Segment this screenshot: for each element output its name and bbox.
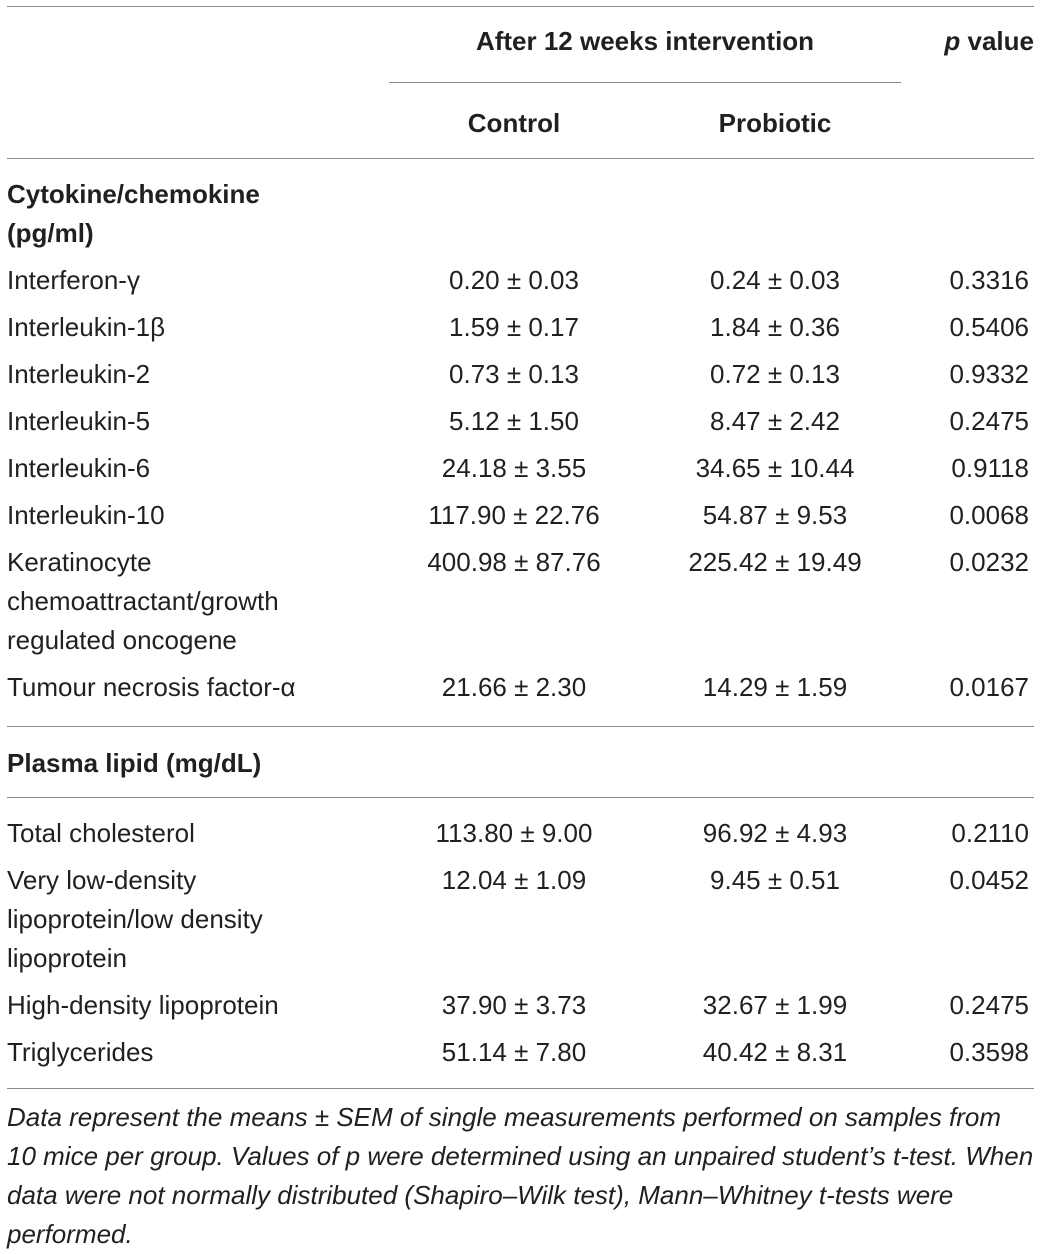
column-group-header: After 12 weeks intervention [475,26,815,56]
section-title: Cytokine/chemokine [7,179,260,209]
control-value: 1.59 ± 0.17 [449,312,579,342]
row-label: Tumour necrosis factor-α [7,672,296,702]
control-value: 117.90 ± 22.76 [428,500,600,530]
p-value: 0.3598 [949,1037,1029,1067]
probiotic-value: 9.45 ± 0.51 [710,865,840,895]
probiotic-value: 32.67 ± 1.99 [702,990,848,1020]
table-top-rule [7,6,1034,7]
p-value-header: p value [944,26,1034,56]
row-label: Interleukin-2 [7,359,151,389]
probiotic-column-header: Probiotic [718,108,832,138]
probiotic-value: 40.42 ± 8.31 [702,1037,848,1067]
control-value: 24.18 ± 3.55 [441,453,587,483]
row-label: lipoprotein [7,943,127,973]
table-bottom-rule [7,1088,1034,1089]
section-divider [7,726,1034,727]
row-label: Interleukin-5 [7,406,151,436]
probiotic-value: 225.42 ± 19.49 [688,547,862,577]
control-value: 5.12 ± 1.50 [449,406,579,436]
section-title: Plasma lipid (mg/dL) [7,748,262,778]
p-value: 0.2475 [949,990,1029,1020]
control-value: 0.73 ± 0.13 [449,359,579,389]
p-value: 0.0167 [949,672,1029,702]
row-label: High-density lipoprotein [7,990,279,1020]
probiotic-value: 1.84 ± 0.36 [710,312,840,342]
probiotic-value: 0.24 ± 0.03 [710,265,840,295]
p-value: 0.9118 [951,453,1029,483]
control-value: 113.80 ± 9.00 [435,818,593,848]
control-column-header: Control [467,108,561,138]
row-label: chemoattractant/growth [7,586,279,616]
row-label: regulated oncogene [7,625,237,655]
row-label: lipoprotein/low density [7,904,263,934]
p-value: 0.3316 [949,265,1029,295]
section-title: (pg/ml) [7,218,94,248]
group-header-underline [389,82,901,83]
p-value: 0.0068 [949,500,1029,530]
control-value: 37.90 ± 3.73 [441,990,587,1020]
header-bottom-rule [7,158,1034,159]
probiotic-value: 34.65 ± 10.44 [695,453,855,483]
control-value: 51.14 ± 7.80 [441,1037,587,1067]
row-label: Interleukin-6 [7,453,151,483]
probiotic-value: 0.72 ± 0.13 [710,359,840,389]
p-value: 0.0452 [949,865,1029,895]
probiotic-value: 14.29 ± 1.59 [702,672,848,702]
probiotic-value: 96.92 ± 4.93 [702,818,848,848]
p-value: 0.9332 [949,359,1029,389]
row-label: Triglycerides [7,1037,154,1067]
probiotic-value: 8.47 ± 2.42 [710,406,840,436]
row-label: Very low-density [7,865,197,895]
row-label: Keratinocyte [7,547,152,577]
control-value: 400.98 ± 87.76 [427,547,601,577]
control-value: 12.04 ± 1.09 [441,865,587,895]
probiotic-value: 54.87 ± 9.53 [702,500,848,530]
section-title-underline [7,797,1034,798]
row-label: Interleukin-10 [7,500,165,530]
control-value: 21.66 ± 2.30 [441,672,587,702]
row-label: Interferon-γ [7,265,140,295]
p-value: 0.0232 [949,547,1029,577]
p-value: 0.2110 [951,818,1029,848]
control-value: 0.20 ± 0.03 [449,265,579,295]
p-value: 0.2475 [949,406,1029,436]
row-label: Total cholesterol [7,818,195,848]
row-label: Interleukin-1β [7,312,166,342]
table-footnote: Data represent the means ± SEM of single measurements performed on samples from 10 mice per group. Values of p were determined using an unpaired student’s t-test. When data were not normally distributed (Shapiro–Wilk test), Mann–Whitney t-tests were performed. [7,1102,1034,1249]
p-value: 0.5406 [949,312,1029,342]
